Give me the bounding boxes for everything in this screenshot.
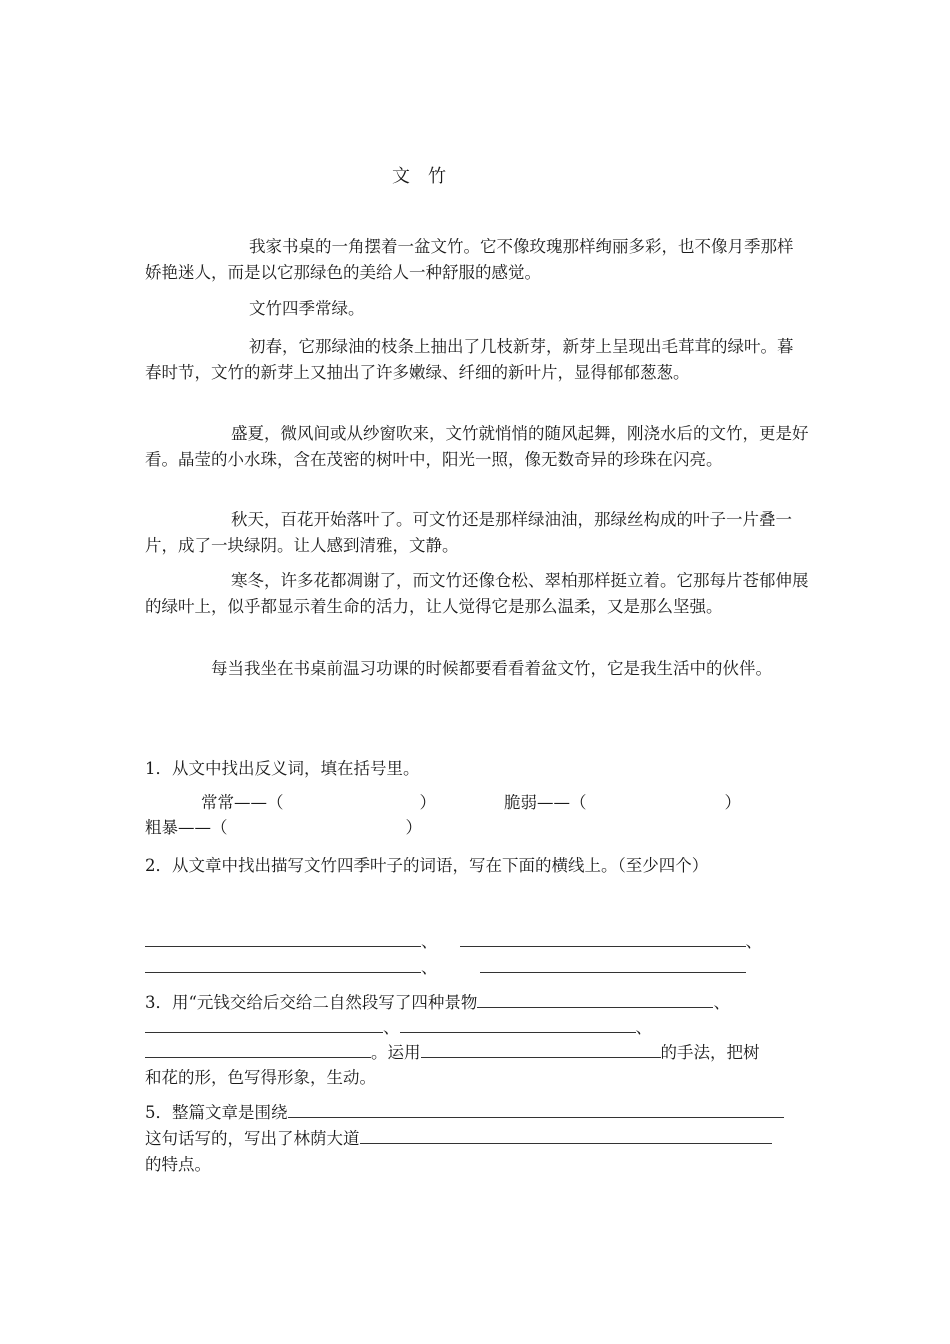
- question-1-row-1: [145, 790, 741, 816]
- question-1: 1．从文中找出反义词，填在括号里。: [145, 759, 420, 778]
- theme-sentence-blank[interactable]: [288, 1100, 784, 1118]
- question-3-row-2: [145, 1015, 652, 1041]
- antonym-close-3: ）: [405, 818, 422, 837]
- question-3-method: 的手法，把树: [660, 1043, 760, 1062]
- separator: 、: [713, 993, 730, 1012]
- paragraph-1: 我家书桌的一角摆着一盆文竹。它不像玫瑰那样绚丽多彩，也不像月季那样娇艳迷人，而是以它那绿色的美给人一种舒服的感觉。: [145, 237, 794, 282]
- question-3-start: 3．用“元钱交给后交给二自然段写了四种景物: [145, 993, 478, 1012]
- leaf-word-blank-4[interactable]: [480, 955, 746, 973]
- leaf-word-blank-3[interactable]: [145, 955, 421, 973]
- separator: 、: [421, 932, 438, 951]
- question-3-row-3: [145, 1040, 760, 1066]
- paragraph-6: 寒冬，许多花都凋谢了，而文竹还像仓松、翠柏那样挺立着。它那每片苍郁伸展的绿叶上，似乎都显示着生命的活力，让人觉得它是那么温柔，又是那么坚强。: [145, 571, 809, 616]
- antonym-label-2: 脆弱——（: [504, 793, 587, 812]
- question-5-row-1: [145, 1100, 784, 1126]
- separator: 、: [635, 1018, 652, 1037]
- question-5-start: 5．整篇文章是围绕: [145, 1103, 288, 1122]
- scene-blank-4[interactable]: [145, 1040, 371, 1058]
- question-5-row-3: 的特点。: [145, 1155, 211, 1174]
- scene-blank-2[interactable]: [145, 1015, 383, 1033]
- paragraph-3: 初春，它那绿油的枝条上抽出了几枝新芽，新芽上呈现出毛茸茸的绿叶。暮春时节，文竹的新芽上又抽出了许多嫩绿、纤细的新叶片，显得郁郁葱葱。: [145, 337, 794, 382]
- antonym-close-1: ）: [419, 793, 436, 812]
- scene-blank-1[interactable]: [477, 990, 713, 1008]
- question-1-row-2: [145, 815, 422, 841]
- question-2-row-2: [145, 955, 746, 981]
- question-3-row-4: 和花的形，色写得形象，生动。: [145, 1068, 376, 1087]
- paragraph-5: 秋天，百花开始落叶了。可文竹还是那样绿油油，那绿丝构成的叶子一片叠一片，成了一块绿阴。让人感到清雅，文静。: [145, 510, 792, 555]
- article-title: 文竹: [392, 166, 464, 187]
- question-3-period-use: 。运用: [371, 1043, 421, 1062]
- leaf-word-blank-1[interactable]: [145, 929, 421, 947]
- leaf-word-blank-2[interactable]: [460, 929, 746, 947]
- question-2-row-1: [145, 929, 762, 955]
- separator: 、: [421, 958, 438, 977]
- question-5-row-2: [145, 1126, 772, 1152]
- question-3-row-1: [145, 990, 730, 1016]
- separator: 、: [383, 1018, 400, 1037]
- question-5-middle: 这句话写的，写出了林荫大道: [145, 1129, 360, 1148]
- method-blank[interactable]: [421, 1040, 661, 1058]
- separator: 、: [745, 932, 762, 951]
- antonym-label-1: 常常——（: [201, 793, 284, 812]
- antonym-label-3: 粗暴——（: [145, 818, 228, 837]
- antonym-close-2: ）: [724, 793, 741, 812]
- paragraph-4: 盛夏，微风间或从纱窗吹来，文竹就悄悄的随风起舞，刚浇水后的文竹，更是好看。晶莹的小水珠，含在茂密的树叶中，阳光一照，像无数奇异的珍珠在闪亮。: [145, 424, 809, 469]
- paragraph-7: 每当我坐在书桌前温习功课的时候都要看看着盆文竹，它是我生活中的伙伴。: [211, 659, 772, 678]
- scene-blank-3[interactable]: [400, 1015, 636, 1033]
- question-2: 2．从文章中找出描写文竹四季叶子的词语，写在下面的横线上。（至少四个）: [145, 856, 709, 875]
- paragraph-2: 文竹四季常绿。: [249, 299, 365, 318]
- feature-blank[interactable]: [360, 1126, 772, 1144]
